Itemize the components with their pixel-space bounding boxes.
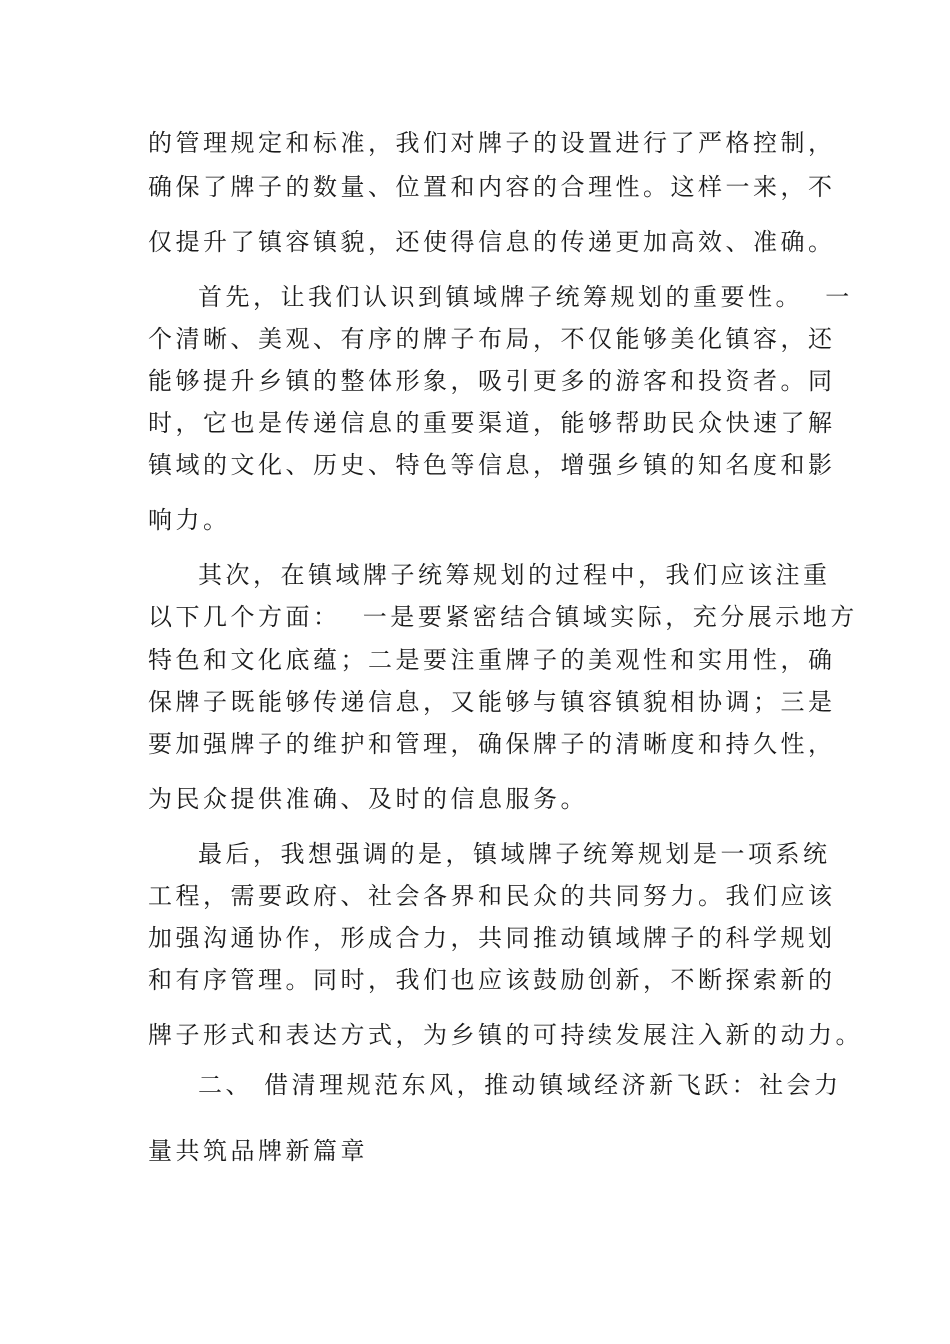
text-line: 保牌子既能够传递信息，又能够与镇容镇貌相协调；三是	[148, 688, 836, 716]
text-line: 时，它也是传递信息的重要渠道，能够帮助民众快速了解	[148, 409, 836, 437]
section-heading-line: 量共筑品牌新篇章	[148, 1137, 368, 1165]
text-line: 工程，需要政府、社会各界和民众的共同努力。我们应该	[148, 882, 836, 910]
section-heading-line: 二、 借清理规范东风，推动镇域经济新飞跃：社会力	[198, 1071, 842, 1099]
text-line: 镇域的文化、历史、特色等信息，增强乡镇的知名度和影	[148, 451, 836, 479]
paragraph-start-line: 首先，让我们认识到镇域牌子统筹规划的重要性。 一	[198, 283, 853, 311]
text-line: 响力。	[148, 506, 231, 534]
text-line: 加强沟通协作，形成合力，共同推动镇域牌子的科学规划	[148, 924, 836, 952]
text-line: 要加强牌子的维护和管理，确保牌子的清晰度和持久性，	[148, 730, 836, 758]
text-line: 以下几个方面： 一是要紧密结合镇域实际，充分展示地方	[148, 603, 858, 631]
paragraph-start-line: 其次，在镇域牌子统筹规划的过程中，我们应该注重	[198, 561, 831, 589]
text-line: 能够提升乡镇的整体形象，吸引更多的游客和投资者。同	[148, 367, 836, 395]
text-line: 个清晰、美观、有序的牌子布局，不仅能够美化镇容，还	[148, 325, 836, 353]
paragraph-start-line: 最后，我想强调的是，镇域牌子统筹规划是一项系统	[198, 840, 831, 868]
text-line: 特色和文化底蕴；二是要注重牌子的美观性和实用性，确	[148, 646, 836, 674]
text-line: 和有序管理。同时，我们也应该鼓励创新，不断探索新的	[148, 966, 836, 994]
text-line: 的管理规定和标准，我们对牌子的设置进行了严格控制，	[148, 129, 836, 157]
text-line: 仅提升了镇容镇貌，还使得信息的传递更加高效、准确。	[148, 228, 836, 256]
text-line: 确保了牌子的数量、位置和内容的合理性。这样一来，不	[148, 173, 836, 201]
text-line: 牌子形式和表达方式，为乡镇的可持续发展注入新的动力。	[148, 1021, 863, 1049]
text-line: 为民众提供准确、及时的信息服务。	[148, 785, 588, 813]
